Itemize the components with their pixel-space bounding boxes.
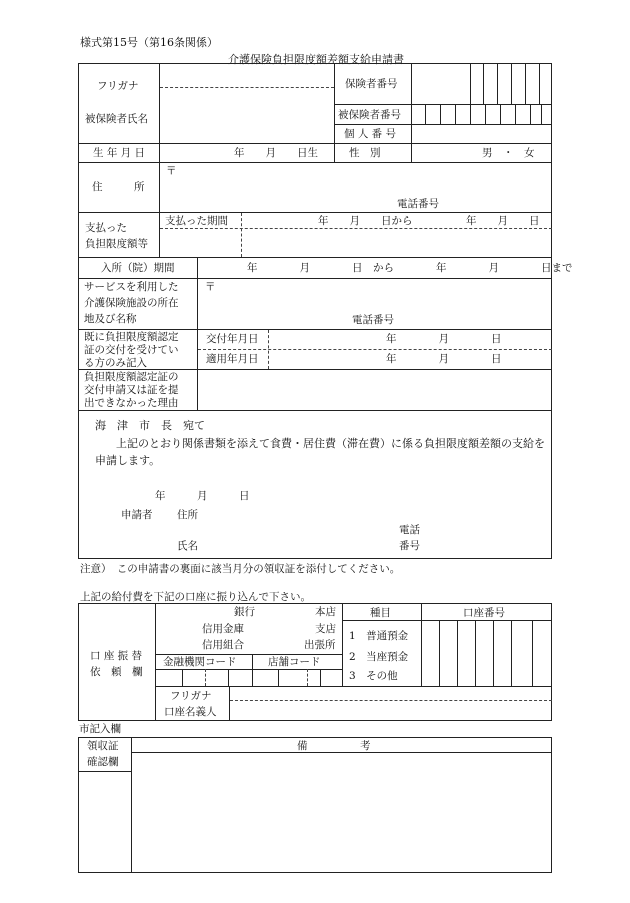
city-use-label: 市記入欄 (79, 723, 121, 735)
reason-label-1: 負担限度額認定証の (84, 371, 179, 383)
insured-name-field[interactable] (160, 88, 334, 143)
facility-label-2: 介護保険施設の所在 (84, 297, 179, 309)
insurer-number-label: 保険者番号 (345, 78, 398, 90)
birth-date-field[interactable]: 年 月 日生 (234, 147, 318, 159)
receipt-check-label-2: 確認欄 (87, 756, 119, 768)
form-title: 介護保険負担限度額差額支給申請書 (228, 53, 404, 66)
receipt-check-field[interactable] (79, 772, 131, 872)
applicant-label: 申請者 (121, 509, 153, 521)
bank-type-shinkin: 信用金庫 (202, 623, 244, 635)
applicant-name-label: 氏名 (177, 540, 198, 552)
reason-label-2: 交付申請又は証を提 (84, 384, 179, 396)
facility-field[interactable] (198, 279, 552, 328)
paid-label-1: 支払った (85, 222, 127, 234)
holder-name-label: 口座名義人 (164, 706, 217, 718)
account-number-field[interactable] (422, 621, 552, 686)
bank-intro: 上記の給付費を下記の口座に振り込んで下さい。 (80, 591, 311, 603)
applicant-phone-label-1: 電話 (399, 524, 420, 536)
branch-code-label: 店舗コード (268, 656, 321, 668)
bank-type-kumiai: 信用組合 (202, 639, 244, 651)
issue-date-field[interactable]: 年 月 日 (386, 333, 502, 345)
application-date[interactable]: 年 月 日 (155, 490, 250, 502)
paid-period-label: 支払った期間 (165, 215, 228, 227)
receipt-check-label-1: 領収証 (87, 740, 119, 752)
applicant-address-label: 住所 (177, 509, 198, 521)
reason-label-3: 出できなかった理由 (84, 397, 179, 409)
account-type-3[interactable]: 3 その他 (349, 670, 398, 682)
code-fields[interactable] (156, 670, 342, 686)
branch-type-shiten: 支店 (315, 623, 336, 635)
paid-amount-field[interactable] (242, 229, 552, 257)
stay-period-label: 入所（院）期間 (101, 262, 175, 274)
declaration-body-2: 申請します。 (95, 454, 161, 467)
bank-name-field[interactable] (156, 604, 342, 654)
insurer-number-field[interactable] (412, 64, 552, 104)
personal-number-field[interactable] (412, 125, 552, 143)
account-type-label: 種目 (370, 607, 391, 619)
addressee: 海 津 市 長 宛て (95, 419, 205, 432)
facility-label-1: サービスを利用した (84, 281, 179, 293)
form-number: 様式第15号（第16条関係） (80, 36, 218, 49)
institution-code-label: 金融機関コード (163, 656, 237, 668)
reason-field[interactable] (198, 370, 552, 409)
paid-period-from[interactable]: 年 月 日から (318, 215, 413, 227)
sex-label: 性 別 (349, 147, 381, 159)
certificate-label-2: 証の交付を受けてい (84, 344, 179, 356)
remarks-label: 備 考 (297, 740, 371, 752)
attachment-note: 注意） この申請書の裏面に該当月分の領収証を添付してください。 (80, 563, 401, 575)
insured-number-field[interactable] (412, 105, 552, 124)
facility-postal-mark: 〒 (205, 281, 216, 293)
holder-name-field[interactable] (230, 701, 552, 720)
apply-date-field[interactable]: 年 月 日 (386, 353, 502, 365)
account-type-1[interactable]: 1 普通預金 (349, 630, 409, 642)
branch-type-shucchojo: 出張所 (304, 639, 336, 651)
bank-section-label-2: 依 頼 欄 (90, 666, 143, 678)
facility-phone-label: 電話番号 (352, 314, 394, 326)
branch-type-honten: 本店 (315, 606, 336, 618)
declaration-body-1: 上記のとおり関係書類を添えて食費・居住費（滞在費）に係る負担限度額差額の支給を (116, 437, 545, 450)
sex-options[interactable]: 男 ・ 女 (482, 147, 535, 159)
personal-number-label: 個 人 番 号 (344, 128, 397, 140)
issue-date-label: 交付年月日 (206, 333, 259, 345)
applicant-phone-label-2: 番号 (399, 540, 420, 552)
bank-section-label-1: 口 座 振 替 (90, 650, 143, 662)
birth-date-label: 生 年 月 日 (93, 147, 146, 159)
address-phone-label: 電話番号 (397, 198, 439, 210)
furigana-label: フリガナ (97, 80, 139, 92)
postal-mark: 〒 (166, 165, 177, 177)
address-label: 住 所 (92, 181, 145, 193)
facility-label-3: 地及び名称 (84, 313, 137, 325)
account-number-label: 口座番号 (463, 607, 505, 619)
insured-number-label: 被保険者番号 (338, 109, 401, 121)
certificate-label-3: る方のみ記入 (84, 357, 147, 369)
paid-period-to[interactable]: 年 月 日 (466, 215, 540, 227)
apply-date-label: 適用年月日 (206, 353, 259, 365)
remarks-field[interactable] (132, 753, 552, 872)
account-type-2[interactable]: 2 当座預金 (349, 651, 409, 663)
paid-label-2: 負担限度額等 (85, 238, 148, 250)
stay-period-field[interactable]: 年 月 日 から 年 月 日まで (247, 262, 573, 274)
certificate-label-1: 既に負担限度額認定 (84, 331, 179, 343)
furigana-field[interactable] (160, 64, 334, 87)
holder-furigana-label: フリガナ (170, 690, 212, 702)
insured-name-label: 被保険者氏名 (85, 113, 148, 125)
address-field[interactable] (160, 163, 552, 212)
bank-type-bank: 銀行 (234, 606, 255, 618)
holder-furigana-field[interactable] (230, 687, 552, 700)
